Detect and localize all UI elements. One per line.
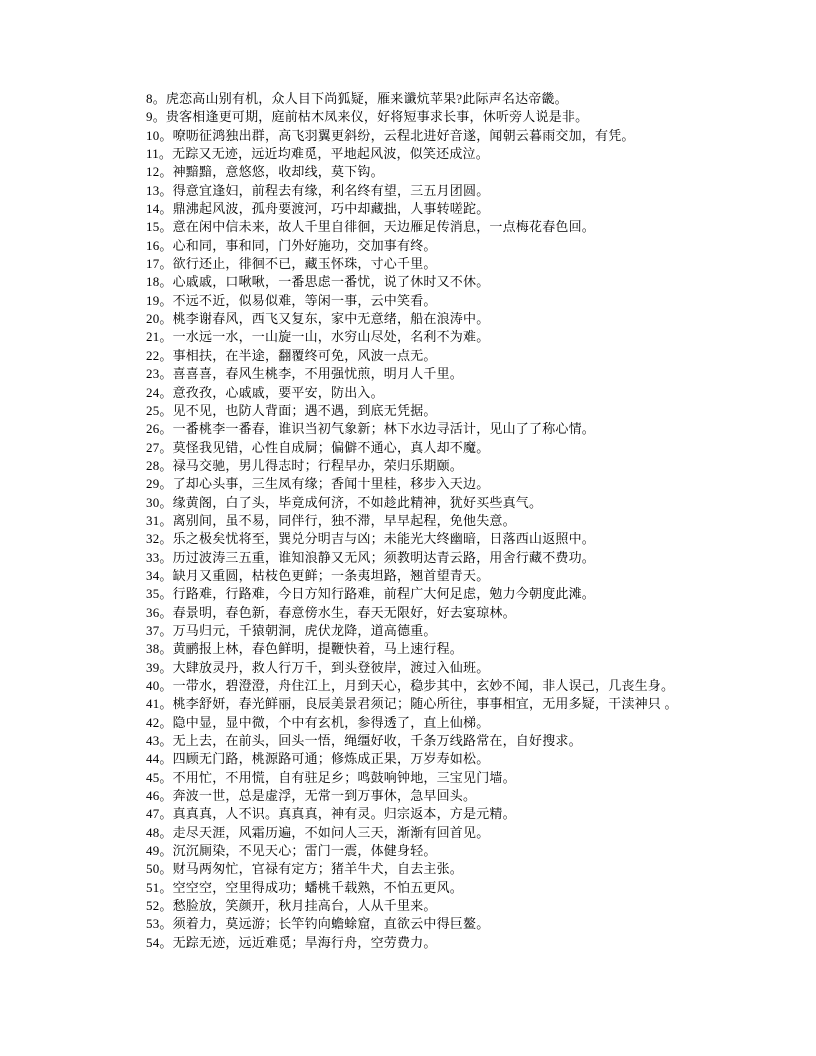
- item-number: 18: [146, 274, 160, 290]
- item-text: 缺月又重圆，枯枝色更鲜；一条夷坦路，翘首望青天。: [172, 567, 490, 583]
- list-item: [146, 714, 776, 732]
- number-separator: 。: [159, 274, 173, 290]
- item-text: 贵客相逢更可期，庭前枯木凤来仪，好将短事求长事，休听旁人说是非。: [165, 109, 589, 125]
- number-separator: 。: [159, 256, 173, 272]
- item-text: 鼎沸起风波，孤舟要渡河，巧中却藏拙，人事转嗟跎。: [172, 201, 490, 217]
- item-text: 意在闲中信未来，故人千里自徘徊，天边雁足传消息，一点梅花春色回。: [172, 219, 596, 235]
- item-text: 沉沉厠染，不见天心；雷门一震，体健身轻。: [172, 843, 437, 859]
- item-text: 缘黄阁，白了头，毕竟成何济，不如趁此精神，犹好买些真气。: [172, 494, 543, 510]
- list-item: [146, 273, 776, 291]
- number-separator: 。: [159, 329, 173, 345]
- list-item: [146, 494, 776, 512]
- item-number: 28: [146, 457, 160, 473]
- item-text: 虎恋高山别有机，众人目下尚狐疑，雁来谶炕苹果?此际声名达帝畿。: [165, 91, 568, 106]
- item-text: 大肆放灵丹，救人行万千，到头登彼岸，渡过入仙班。: [172, 659, 490, 675]
- list-item: [146, 567, 776, 585]
- list-item: [146, 640, 776, 658]
- number-separator: 。: [159, 824, 173, 840]
- number-separator: 。: [159, 806, 173, 822]
- item-number: 44: [146, 751, 160, 767]
- item-number: 15: [146, 219, 160, 235]
- item-number: 12: [146, 164, 160, 180]
- item-number: 47: [146, 806, 160, 822]
- item-number: 32: [146, 531, 160, 547]
- item-number: 38: [146, 641, 160, 657]
- item-number: 25: [146, 402, 160, 418]
- list-item: [146, 255, 776, 273]
- number-separator: 。: [159, 788, 173, 804]
- number-separator: 。: [159, 916, 173, 932]
- list-item: [146, 897, 776, 915]
- number-separator: 。: [159, 934, 173, 950]
- item-number: 29: [146, 476, 160, 492]
- list-item: [146, 787, 776, 805]
- item-text: 心戚戚，口啾啾，一番思虑一番忧，说了休时又不休。: [172, 274, 490, 290]
- number-separator: 。: [159, 641, 173, 657]
- item-number: 9: [146, 109, 153, 125]
- list-item: [146, 915, 776, 933]
- list-item: [146, 108, 776, 126]
- item-number: 13: [146, 182, 160, 198]
- number-separator: 。: [159, 678, 173, 693]
- number-separator: 。: [159, 366, 173, 382]
- item-text: 空空空，空里得成功；蟠桃千载熟，不怕五更风。: [172, 879, 464, 895]
- number-separator: 。: [159, 311, 173, 327]
- number-separator: 。: [159, 219, 173, 235]
- list-item: [146, 695, 776, 713]
- list-item: [146, 182, 776, 200]
- item-number: 14: [146, 201, 160, 217]
- list-item: [146, 512, 776, 530]
- number-separator: 。: [159, 402, 173, 418]
- list-item: [146, 750, 776, 768]
- item-text: 欲行还止，徘徊不已，藏玉怀珠，寸心千里。: [172, 256, 437, 272]
- number-separator: 。: [159, 659, 173, 675]
- item-number: 52: [146, 898, 160, 914]
- item-text: 行路难，行路难，今日方知行路难，前程广大何足虑，勉力今朝度此滩。: [172, 586, 596, 602]
- list-item: [146, 842, 776, 860]
- list-item: [146, 237, 776, 255]
- number-separator: 。: [159, 421, 173, 437]
- number-separator: 。: [152, 109, 166, 125]
- item-text: 一带水，碧澄澄，舟住江上，月到天心，稳步其中，玄妙不闻，非人误己，几丧生身。: [172, 678, 675, 693]
- item-text: 意孜孜，心戚戚，要平安，防出入。: [172, 384, 384, 400]
- number-separator: 。: [159, 751, 173, 767]
- item-number: 21: [146, 329, 160, 345]
- item-text: 真真真，人不识。真真真，神有灵。归宗返本，方是元精。: [172, 806, 516, 822]
- number-separator: 。: [159, 861, 173, 877]
- number-separator: 。: [159, 714, 173, 730]
- item-text: 得意宜逢妇，前程去有缘，利名终有望，三五月团圆。: [172, 182, 490, 198]
- list-item: [146, 384, 776, 402]
- list-item: [146, 934, 776, 952]
- item-text: 事相扶，在半途，翻覆终可免，风波一点无。: [172, 347, 437, 363]
- list-item: [146, 860, 776, 878]
- item-text: 春景明，春色新，春意傍水生，春天无限好，好去宴琼林。: [172, 604, 516, 620]
- item-text: 财马两匆忙，官禄有定方；猪羊牛犬，自去主张。: [172, 861, 464, 877]
- list-item: [146, 328, 776, 346]
- item-text: 桃李舒妍，春光鲜丽，良辰美景君须记；随心所往，事事相宜，无用多疑，干渎神只 。: [172, 696, 678, 712]
- item-text: 隐中显，显中微，个中有玄机，参得透了，直上仙梯。: [172, 714, 490, 730]
- item-number: 46: [146, 788, 160, 804]
- item-text: 嘹呖征鸿独出群，高飞羽翼更斜纷，云程北进好音遂，闻朝云暮雨交加，有凭。: [172, 127, 635, 143]
- verse-list: [146, 90, 776, 952]
- item-number: 24: [146, 384, 160, 400]
- item-text: 走尽天涯，风霜历遍，不如问人三天，渐渐有回首见。: [172, 824, 490, 840]
- item-text: 无踪又无迹，远近均难觅，平地起风波，似笑还成泣。: [172, 146, 489, 162]
- list-item: [146, 145, 776, 163]
- item-text: 黄鹂报上林，春色鲜明，提鞭快着，马上速行程。: [172, 641, 464, 657]
- item-number: 27: [146, 439, 160, 455]
- item-number: 17: [146, 256, 160, 272]
- item-text: 离别间，虽不易，同伴行，独不滞，早早起程，免他失意。: [172, 512, 516, 528]
- item-text: 历过波涛三五重，谁知浪静又无风；须教明达青云路，用舍行藏不费功。: [172, 549, 596, 565]
- list-item: [146, 659, 776, 677]
- list-item: [146, 402, 776, 420]
- list-item: [146, 90, 776, 108]
- list-item: [146, 824, 776, 842]
- list-item: [146, 622, 776, 640]
- number-separator: 。: [159, 879, 173, 895]
- number-separator: 。: [159, 696, 173, 712]
- item-number: 45: [146, 769, 160, 785]
- list-item: [146, 420, 776, 438]
- number-separator: 。: [159, 549, 173, 565]
- list-item: [146, 163, 776, 181]
- item-text: 一水远一水，一山旋一山，水穷山尽处，名利不为难。: [172, 329, 490, 345]
- item-number: 54: [146, 934, 160, 950]
- item-text: 桃李谢春风，西飞又复东，家中无意绪，船在浪涛中。: [172, 311, 490, 327]
- number-separator: 。: [159, 567, 173, 583]
- list-item: [146, 769, 776, 787]
- item-number: 41: [146, 696, 160, 712]
- list-item: [146, 457, 776, 475]
- number-separator: 。: [159, 512, 173, 528]
- item-text: 须着力，莫远游；长竿钓向蟾蜍窟，直欲云中得巨鳌。: [172, 916, 490, 932]
- list-item: [146, 805, 776, 823]
- list-item: [146, 439, 776, 457]
- number-separator: 。: [152, 91, 166, 106]
- item-number: 11: [146, 146, 159, 162]
- item-number: 22: [146, 347, 160, 363]
- list-item: [146, 677, 776, 695]
- item-text: 一番桃李一番春，谁识当初气象新；林下水边寻活计，见山了了称心情。: [172, 421, 596, 437]
- item-text: 万马归元，千猿朝洞，虎伏龙降，道高德重。: [172, 622, 437, 638]
- item-number: 33: [146, 549, 160, 565]
- item-number: 23: [146, 366, 160, 382]
- item-text: 乐之极矣忧将至，巽兑分明吉与凶；未能光大终幽暗，日落西山返照中。: [172, 531, 596, 547]
- list-item: [146, 310, 776, 328]
- number-separator: 。: [159, 622, 173, 638]
- item-number: 16: [146, 237, 160, 253]
- list-item: [146, 347, 776, 365]
- item-number: 53: [146, 916, 160, 932]
- number-separator: 。: [159, 127, 173, 143]
- list-item: [146, 292, 776, 310]
- number-separator: 。: [159, 733, 173, 749]
- number-separator: 。: [159, 769, 173, 785]
- item-text: 四顾无门路，桃源路可通；修炼成正果，万岁寿如松。: [172, 751, 490, 767]
- number-separator: 。: [159, 182, 173, 198]
- number-separator: 。: [159, 843, 173, 859]
- item-text: 莫怪我见错，心性自成屙；偏僻不通心，真人却不魔。: [172, 439, 490, 455]
- number-separator: 。: [159, 531, 173, 547]
- number-separator: 。: [159, 384, 173, 400]
- list-item: [146, 127, 776, 145]
- number-separator: 。: [159, 604, 173, 620]
- list-item: [146, 530, 776, 548]
- number-separator: 。: [159, 439, 173, 455]
- number-separator: 。: [158, 146, 173, 162]
- item-number: 43: [146, 733, 160, 749]
- item-number: 19: [146, 292, 160, 308]
- list-item: [146, 604, 776, 622]
- item-number: 40: [146, 678, 160, 693]
- number-separator: 。: [159, 457, 173, 473]
- item-number: 8: [146, 91, 153, 106]
- item-number: 39: [146, 659, 160, 675]
- number-separator: 。: [159, 476, 173, 492]
- number-separator: 。: [159, 494, 173, 510]
- item-number: 20: [146, 311, 160, 327]
- item-text: 神黯黯，意悠悠，收却线，莫下钩。: [172, 164, 384, 180]
- item-number: 36: [146, 604, 160, 620]
- list-item: [146, 879, 776, 897]
- number-separator: 。: [159, 164, 173, 180]
- item-number: 10: [146, 127, 160, 143]
- list-item: [146, 585, 776, 603]
- item-text: 无上去，在前头，回头一悟，绳缰好收，千条万线路常在，自好搜求。: [172, 733, 582, 749]
- item-text: 奔波一世，总是虚浮，无常一到万事休，急早回头。: [172, 788, 477, 804]
- list-item: [146, 365, 776, 383]
- list-item: [146, 732, 776, 750]
- item-text: 喜喜喜，春风生桃李，不用强忧煎，明月人千里。: [172, 366, 464, 382]
- item-number: 48: [146, 824, 160, 840]
- number-separator: 。: [159, 898, 173, 914]
- item-number: 37: [146, 622, 160, 638]
- item-number: 42: [146, 714, 160, 730]
- item-text: 不远不近，似易似难，等闲一事，云中笑看。: [172, 292, 437, 308]
- item-text: 禄马交驰，男儿得志时；行程早办，荣归乐期颐。: [172, 457, 464, 473]
- item-text: 了却心头事，三生凤有缘；香闻十里桂，移步入天边。: [172, 476, 490, 492]
- number-separator: 。: [159, 586, 173, 602]
- list-item: [146, 200, 776, 218]
- item-text: 无踪无迹，远近难觅；旱海行舟，空劳费力。: [172, 934, 437, 950]
- number-separator: 。: [159, 347, 173, 363]
- item-number: 51: [146, 879, 160, 895]
- item-number: 34: [146, 567, 160, 583]
- item-number: 26: [146, 421, 160, 437]
- item-number: 30: [146, 494, 160, 510]
- number-separator: 。: [159, 201, 173, 217]
- item-number: 35: [146, 586, 160, 602]
- item-number: 31: [146, 512, 160, 528]
- item-text: 愁脸放，笑颜开，秋月挂高台，人从千里来。: [172, 898, 437, 914]
- list-item: [146, 218, 776, 236]
- list-item: [146, 475, 776, 493]
- item-text: 心和同，事和同，门外好施功，交加事有终。: [172, 237, 437, 253]
- item-text: 不用忙，不用慌，自有驻足乡；鸣鼓响钟地，三宝见门墙。: [172, 769, 516, 785]
- number-separator: 。: [159, 237, 173, 253]
- number-separator: 。: [159, 292, 173, 308]
- item-number: 49: [146, 843, 160, 859]
- item-text: 见不见，也防人背面；遇不遇，到底无凭据。: [172, 402, 437, 418]
- item-number: 50: [146, 861, 160, 877]
- list-item: [146, 549, 776, 567]
